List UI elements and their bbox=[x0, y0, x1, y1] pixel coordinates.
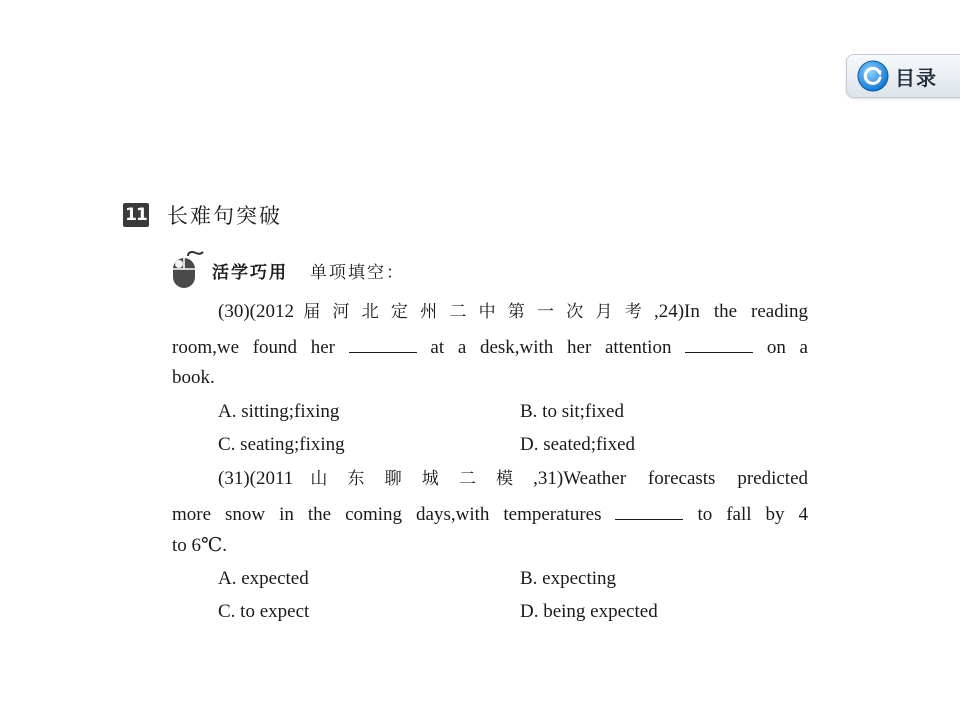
q30-option-d: D. seated;fixed bbox=[520, 434, 636, 455]
q31-source: 山东聊城二模 bbox=[293, 469, 534, 489]
practice-label: 活学巧用 bbox=[212, 262, 288, 283]
q31-line2-b: to fall by 4 bbox=[697, 504, 809, 525]
section-heading bbox=[123, 200, 282, 230]
q31-option-d: D. being expected bbox=[520, 601, 658, 622]
q30-option-c: C. seating;fixing bbox=[218, 434, 345, 455]
practice-header bbox=[170, 250, 405, 290]
refresh-icon bbox=[857, 60, 889, 92]
q31-line2-a: more snow in the coming days,with temperatures bbox=[172, 504, 602, 525]
q31-line1 bbox=[218, 467, 808, 491]
q30-line2-a: room,we found her bbox=[172, 337, 335, 358]
q30-line2-c: on a bbox=[766, 337, 808, 358]
q30-line3: book. bbox=[172, 367, 215, 388]
q30-prefix: (30)(2012 bbox=[218, 301, 294, 322]
q30-source: 届河北定州二中第一次月考 bbox=[293, 302, 654, 322]
q31-option-b: B. expecting bbox=[520, 568, 617, 589]
q31-suffix: ,31)Weather forecasts predicted bbox=[533, 468, 809, 489]
q30-option-a: A. sitting;fixing bbox=[218, 401, 340, 422]
q31-blank-1 bbox=[615, 501, 683, 520]
q30-suffix: ,24)In the reading bbox=[653, 301, 808, 322]
q31-option-c: C. to expect bbox=[218, 601, 310, 622]
q30-blank-2 bbox=[685, 334, 753, 353]
q30-line1 bbox=[218, 300, 808, 324]
q30-blank-1 bbox=[349, 334, 417, 353]
toc-label: 目录 bbox=[895, 65, 937, 90]
q30-line2-b: at a desk,with her attention bbox=[430, 337, 672, 358]
q30-line2 bbox=[172, 334, 808, 360]
q31-line3: to 6℃. bbox=[172, 535, 228, 556]
q30-option-b: B. to sit;fixed bbox=[520, 401, 624, 422]
q31-prefix: (31)(2011 bbox=[218, 468, 294, 489]
q31-line2 bbox=[172, 501, 808, 527]
q31-option-a: A. expected bbox=[218, 568, 309, 589]
practice-task: 单项填空： bbox=[310, 262, 405, 283]
section-number: 11 bbox=[123, 203, 149, 227]
mouse-icon bbox=[170, 250, 206, 290]
section-title: 长难句突破 bbox=[167, 204, 282, 228]
toc-button[interactable] bbox=[846, 54, 960, 98]
